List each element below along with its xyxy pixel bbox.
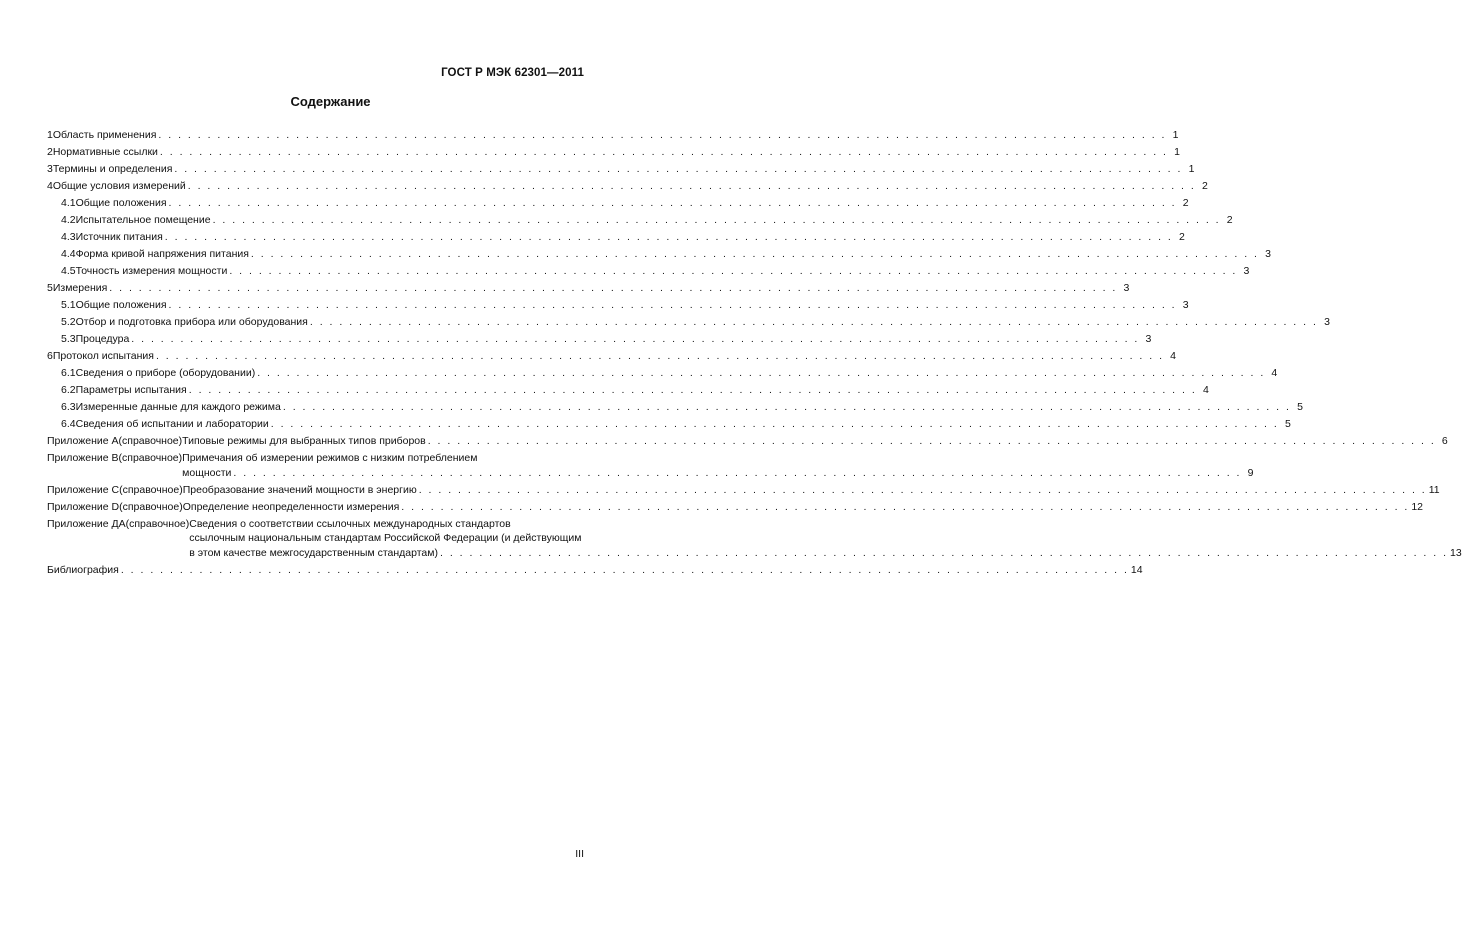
toc-appendix-b[interactable]: [47, 448, 1254, 480]
toc-entry-page: 3: [1145, 333, 1152, 345]
toc-subentry[interactable]: [47, 329, 1152, 346]
toc-entry-page: 1: [1172, 129, 1179, 141]
bibliography-page: 14: [1130, 564, 1143, 576]
toc-entry-number: 6.3: [61, 401, 76, 413]
toc-entry-label: Измерения: [52, 282, 108, 294]
toc-entry-page: 2: [1226, 214, 1233, 226]
dot-leader: [233, 467, 1241, 480]
toc-entry-page: 2: [1182, 197, 1189, 209]
toc-entry[interactable]: [47, 159, 1195, 176]
dot-leader: [310, 316, 1318, 329]
appendix-title: Преобразование значений мощности в энергию: [182, 484, 417, 496]
appendix-title: Типовые режимы для выбранных типов приборов: [182, 435, 426, 447]
toc-entry[interactable]: [47, 142, 1180, 159]
dot-leader: [401, 501, 1409, 514]
toc-entry-number: 6.2: [61, 384, 76, 396]
toc-entry-number: 5.1: [61, 299, 76, 311]
toc-entry-number: 1: [47, 129, 53, 141]
toc-subentry[interactable]: [47, 244, 1271, 261]
appendix-kind: (справочное): [118, 435, 183, 447]
toc-entry-label: Общие положения: [75, 197, 167, 209]
toc-entry-label: Параметры испытания: [75, 384, 187, 396]
toc-entry-page: 3: [1123, 282, 1130, 294]
toc-entry-label: Точность измерения мощности: [75, 265, 228, 277]
toc-entry-page: 4: [1170, 350, 1177, 362]
toc-entry-number: 2: [47, 146, 53, 158]
appendix-name: Приложение А: [47, 435, 119, 447]
appendix-page: 6: [1441, 435, 1448, 447]
toc-entry[interactable]: [47, 125, 1179, 142]
dot-leader: [174, 163, 1182, 176]
table-of-contents: [47, 125, 1462, 577]
toc-entry-label: Отбор и подготовка прибора или оборудования: [75, 316, 308, 328]
toc-entry-label: Общие положения: [75, 299, 167, 311]
toc-entry[interactable]: [47, 278, 1130, 295]
appendix-name: Приложение ДА: [47, 518, 126, 530]
appendix-title-line: Сведения о соответствии ссылочных международных стандартов: [189, 518, 511, 530]
toc-entry-number: 4.3: [61, 231, 76, 243]
toc-entry-page: 1: [1188, 163, 1195, 175]
toc-appendix-a[interactable]: [47, 431, 1448, 448]
toc-entry-page: 3: [1243, 265, 1250, 277]
dot-leader: [131, 333, 1139, 346]
appendix-title-lastline: [182, 466, 1253, 480]
toc-entry-number: 5: [47, 282, 53, 294]
appendix-page: 11: [1428, 484, 1440, 496]
dot-leader: [440, 547, 1448, 560]
toc-subentry[interactable]: [47, 363, 1278, 380]
toc-entry-page: 4: [1271, 367, 1278, 379]
dot-leader: [160, 146, 1168, 159]
appendix-name: Приложение В: [47, 452, 119, 464]
appendix-kind: (справочное): [119, 484, 183, 496]
appendix-title-line: Примечания об измерении режимов с низким потреблением: [182, 452, 478, 464]
appendix-page: 13: [1450, 547, 1462, 559]
toc-subentry[interactable]: [47, 261, 1250, 278]
appendix-title-line: мощности: [182, 467, 232, 479]
toc-entry-number: 4: [47, 180, 53, 192]
toc-entry-number: 4.5: [61, 265, 76, 277]
page-folio: III: [575, 848, 584, 860]
dot-leader: [419, 484, 1427, 497]
toc-entry-page: 2: [1179, 231, 1185, 243]
appendix-kind: (справочное): [119, 501, 183, 513]
toc-bibliography[interactable]: [47, 560, 1143, 577]
toc-entry-page: 1: [1174, 146, 1180, 158]
toc-entry-number: 4.1: [61, 197, 76, 209]
dot-leader: [189, 384, 1197, 397]
toc-entry-number: 3: [47, 163, 53, 175]
dot-leader: [169, 299, 1177, 312]
toc-entry-number: 6.4: [61, 418, 76, 430]
dot-leader: [188, 180, 1196, 193]
appendix-page: 12: [1411, 501, 1424, 513]
appendix-name: Приложение С: [47, 484, 120, 496]
toc-entry-page: 3: [1265, 248, 1271, 260]
bibliography-label: Библиография: [47, 564, 119, 576]
dot-leader: [165, 231, 1173, 244]
toc-subentry[interactable]: [47, 193, 1189, 210]
toc-entry-number: 4.4: [61, 248, 76, 260]
toc-entry-number: 5.3: [61, 333, 76, 345]
toc-appendix-da[interactable]: [47, 514, 1462, 560]
dot-leader: [257, 367, 1265, 380]
toc-entry[interactable]: [47, 176, 1208, 193]
toc-entry-label: Сведения о приборе (оборудовании): [75, 367, 256, 379]
toc-entry-label: Нормативные ссылки: [52, 146, 158, 158]
toc-subentry[interactable]: [47, 210, 1233, 227]
toc-entry-label: Форма кривой напряжения питания: [75, 248, 249, 260]
appendix-page: 9: [1247, 467, 1254, 479]
toc-entry-label: Сведения об испытании и лаборатории: [75, 418, 269, 430]
appendix-name: Приложение D: [47, 501, 120, 513]
appendix-title-block: [189, 518, 1461, 560]
appendix-title-line: ссылочным национальным стандартам Российской Федерации (и действующим: [189, 532, 582, 544]
toc-subentry[interactable]: [47, 380, 1209, 397]
toc-entry-label: Протокол испытания: [52, 350, 154, 362]
toc-appendix-d[interactable]: [47, 497, 1424, 514]
toc-subentry[interactable]: [47, 295, 1189, 312]
toc-entry[interactable]: [47, 346, 1177, 363]
toc-entry-label: Измеренные данные для каждого режима: [75, 401, 281, 413]
toc-entry-page: 4: [1202, 384, 1209, 396]
dot-leader: [251, 248, 1259, 261]
toc-subentry[interactable]: [47, 414, 1291, 431]
appendix-kind: (справочное): [118, 452, 183, 464]
toc-entry-label: Процедура: [75, 333, 130, 345]
document-code: ГОСТ Р МЭК 62301—2011: [441, 67, 584, 79]
toc-entry-page: 3: [1324, 316, 1330, 328]
dot-leader: [158, 129, 1166, 142]
toc-entry-label: Испытательное помещение: [75, 214, 211, 226]
toc-subentry[interactable]: [47, 227, 1185, 244]
dot-leader: [213, 214, 1221, 227]
toc-entry-page: 3: [1182, 299, 1189, 311]
toc-entry-page: 5: [1284, 418, 1291, 430]
toc-entry-number: 5.2: [61, 316, 76, 328]
toc-entry-number: 4.2: [61, 214, 76, 226]
dot-leader: [283, 401, 1291, 414]
toc-appendix-c[interactable]: [47, 480, 1440, 497]
dot-leader: [156, 350, 1164, 363]
dot-leader: [271, 418, 1279, 431]
toc-entry-label: Источник питания: [75, 231, 163, 243]
appendix-title-lastline: [189, 546, 1461, 560]
toc-title: Содержание: [290, 94, 371, 109]
dot-leader: [121, 564, 1129, 577]
appendix-title-block: [182, 452, 1253, 480]
appendix-title: Определение неопределенности измерения: [182, 501, 400, 513]
toc-entry-number: 6.1: [61, 367, 76, 379]
toc-entry-label: Термины и определения: [52, 163, 173, 175]
toc-entry-page: 2: [1201, 180, 1208, 192]
toc-entry-label: Область применения: [52, 129, 157, 141]
toc-entry-label: Общие условия измерений: [52, 180, 186, 192]
toc-entry-number: 6: [47, 350, 53, 362]
dot-leader: [169, 197, 1177, 210]
appendix-kind: (справочное): [125, 518, 190, 530]
dot-leader: [428, 435, 1436, 448]
dot-leader: [109, 282, 1117, 295]
dot-leader: [229, 265, 1237, 278]
toc-subentry[interactable]: [47, 397, 1303, 414]
toc-subentry[interactable]: [47, 312, 1330, 329]
appendix-title-line: в этом качестве межгосударственным стандартам): [189, 547, 438, 559]
toc-entry-page: 5: [1297, 401, 1303, 413]
